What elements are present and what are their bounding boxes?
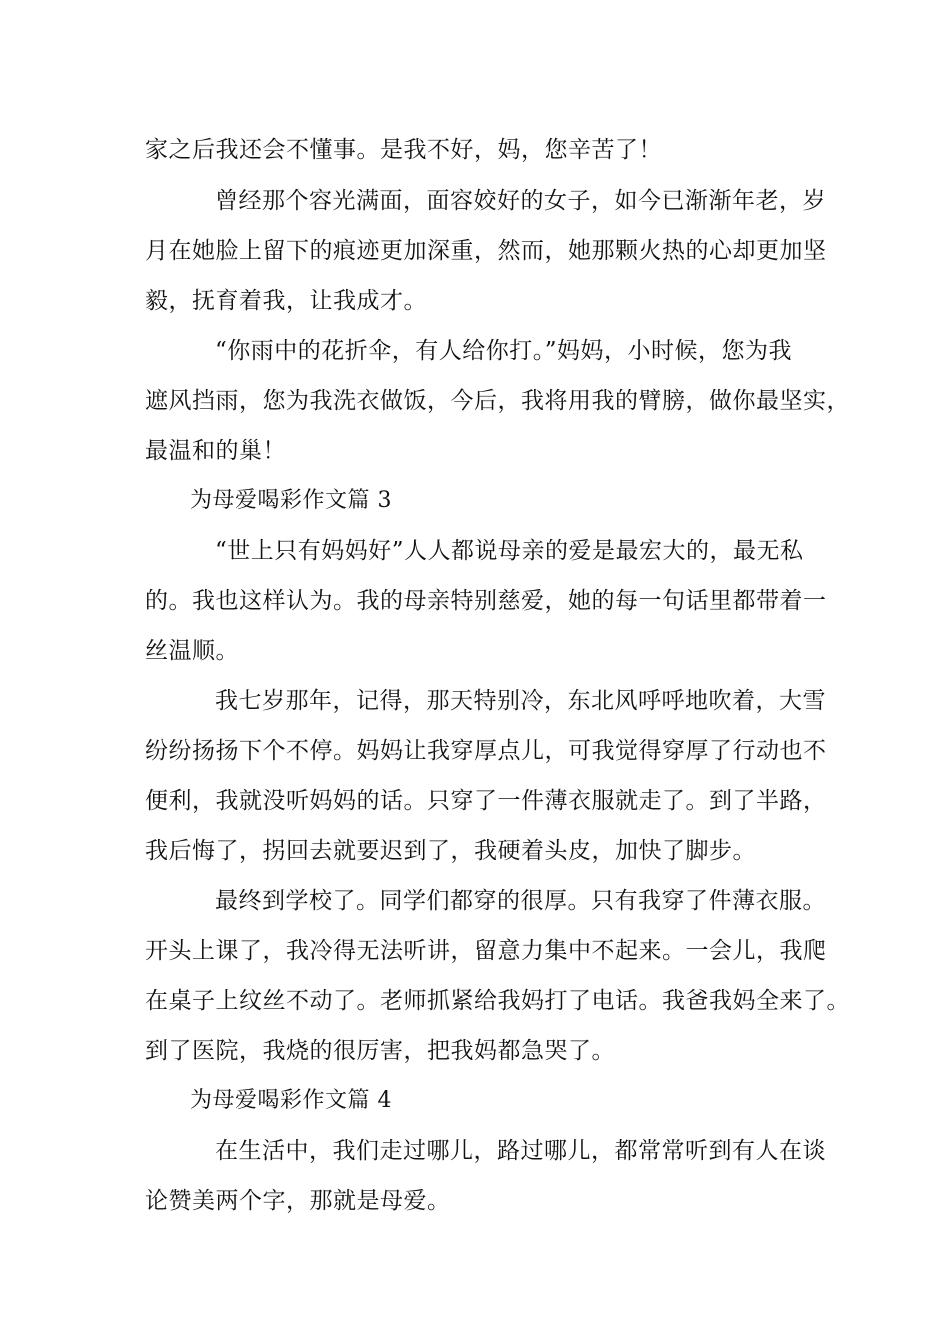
- paragraph-first-line: 我七岁那年，记得，那天特别冷，东北风呼呼地吹着，大雪: [215, 688, 826, 714]
- text-line: 到了医院，我烧的很厉害，把我妈都急哭了。: [145, 1038, 615, 1064]
- text-line: 论赞美两个字，那就是母爱。: [145, 1188, 451, 1214]
- paragraph-first-line: 最终到学校了。同学们都穿的很厚。只有我穿了件薄衣服。: [215, 888, 826, 914]
- text-line: 纷纷扬扬下个不停。妈妈让我穿厚点儿，可我觉得穿厚了行动也不: [145, 738, 827, 764]
- paragraph-first-line: “世上只有妈妈好”人人都说母亲的爱是最宏大的，最无私: [215, 538, 804, 564]
- paragraph-first-line: 曾经那个容光满面，面容姣好的女子，如今已渐渐年老，岁: [215, 188, 826, 214]
- text-line: 毅，抚育着我，让我成才。: [145, 288, 427, 314]
- text-line: 家之后我还会不懂事。是我不好，妈，您辛苦了！: [145, 137, 662, 163]
- text-line: 开头上课了，我冷得无法听讲，留意力集中不起来。一会儿，我爬: [145, 938, 827, 964]
- text-line: 遮风挡雨，您为我洗衣做饭，今后，我将用我的臂膀，做你最坚实，: [145, 388, 850, 414]
- section-heading: 为母爱喝彩作文篇 3: [190, 488, 392, 513]
- paragraph-first-line: “你雨中的花折伞，有人给你打。”妈妈，小时候，您为我: [215, 338, 793, 364]
- section-heading: 为母爱喝彩作文篇 4: [190, 1088, 392, 1113]
- text-line: 月在她脸上留下的痕迹更加深重，然而，她那颗火热的心却更加坚: [145, 238, 827, 264]
- text-line: 在桌子上纹丝不动了。老师抓紧给我妈打了电话。我爸我妈全来了。: [145, 988, 850, 1014]
- text-line: 便利，我就没听妈妈的话。只穿了一件薄衣服就走了。到了半路，: [145, 788, 827, 814]
- text-line: 丝温顺。: [145, 638, 239, 664]
- text-line: 的。我也这样认为。我的母亲特别慈爱，她的每一句话里都带着一: [145, 588, 827, 614]
- paragraph-first-line: 在生活中，我们走过哪儿，路过哪儿，都常常听到有人在谈: [215, 1138, 826, 1164]
- text-line: 我后悔了，拐回去就要迟到了，我硬着头皮，加快了脚步。: [145, 838, 756, 864]
- text-line: 最温和的巢！: [145, 438, 286, 464]
